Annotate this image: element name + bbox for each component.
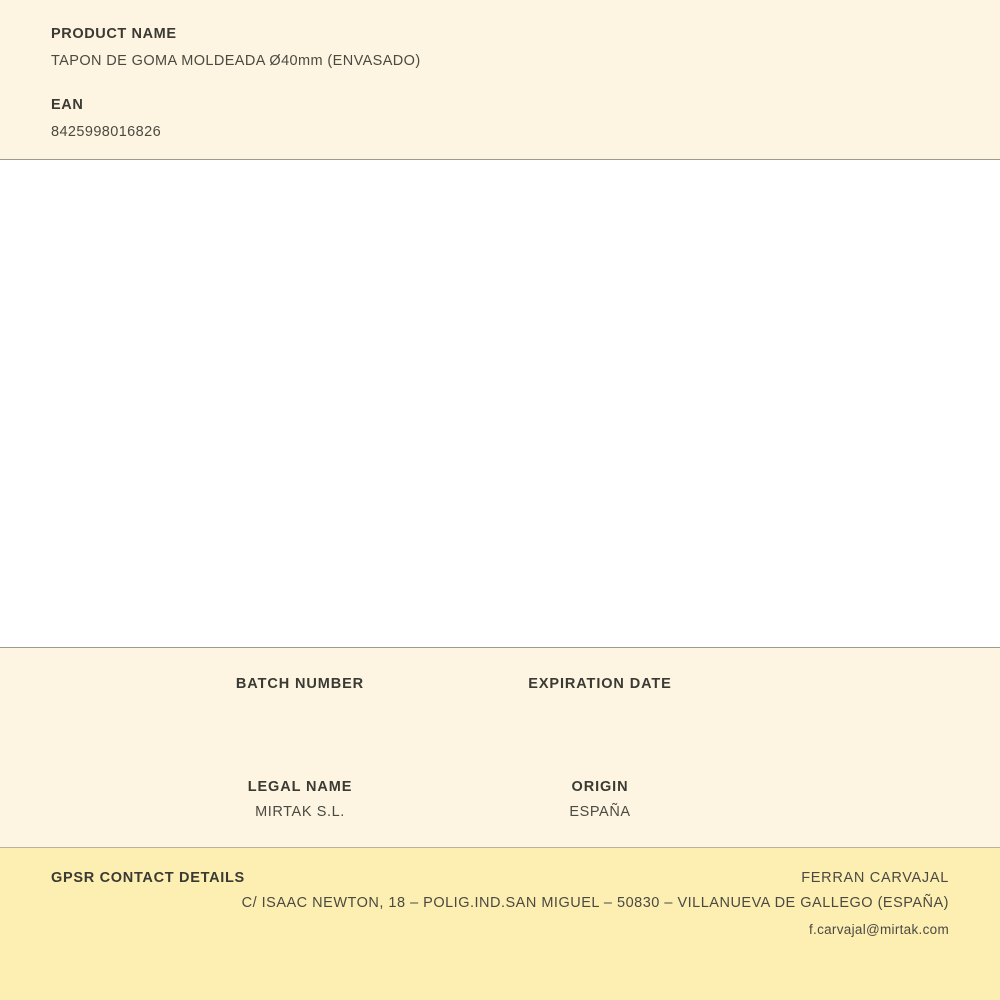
origin-label: ORIGIN: [571, 779, 629, 795]
batch-number-label: BATCH NUMBER: [235, 676, 365, 692]
legal-row-spacer-right: [750, 779, 900, 822]
batch-row-spacer: [0, 719, 1000, 779]
gpsr-contact-name: FERRAN CARVAJAL: [801, 870, 949, 886]
gpsr-header-row: [51, 870, 949, 886]
gpsr-contact-address: C/ ISAAC NEWTON, 18 – POLIG.IND.SAN MIGUEL – 50830 – VILLANUEVA DE GALLEGO (ESPAÑA): [241, 895, 949, 911]
expiration-date-field: [450, 676, 750, 719]
legal-name-value: MIRTAK S.L.: [255, 804, 345, 820]
origin-value: ESPAÑA: [569, 804, 631, 820]
batch-number-field: [150, 676, 450, 719]
origin-field: [450, 779, 750, 822]
legal-name-label: LEGAL NAME: [247, 779, 353, 795]
field-spacer: [0, 69, 1000, 97]
row-spacer-right: [750, 676, 900, 719]
ean-label: EAN: [51, 97, 84, 113]
legal-name-field: [150, 779, 450, 822]
batch-row: [0, 676, 1000, 719]
gpsr-contact-email[interactable]: f.carvajal@mirtak.com: [808, 922, 949, 937]
expiration-date-label: EXPIRATION DATE: [528, 676, 672, 692]
product-name-label: PRODUCT NAME: [51, 26, 177, 42]
batch-details-section: [0, 648, 1000, 848]
legal-row: [0, 779, 1000, 822]
gpsr-contact-label: GPSR CONTACT DETAILS: [51, 870, 245, 886]
expiration-date-value: [450, 701, 750, 719]
batch-number-value: [150, 701, 450, 719]
product-name-field: [0, 26, 1000, 69]
product-info-section: [0, 0, 1000, 160]
product-name-value: TAPON DE GOMA MOLDEADA Ø40mm (ENVASADO): [51, 53, 421, 69]
gpsr-footer-section: [0, 848, 1000, 1000]
ean-field: [0, 97, 1000, 140]
image-placeholder-area: [0, 160, 1000, 648]
ean-value: 8425998016826: [51, 124, 162, 140]
row-spacer-left: [0, 676, 150, 719]
legal-row-spacer-left: [0, 779, 150, 822]
